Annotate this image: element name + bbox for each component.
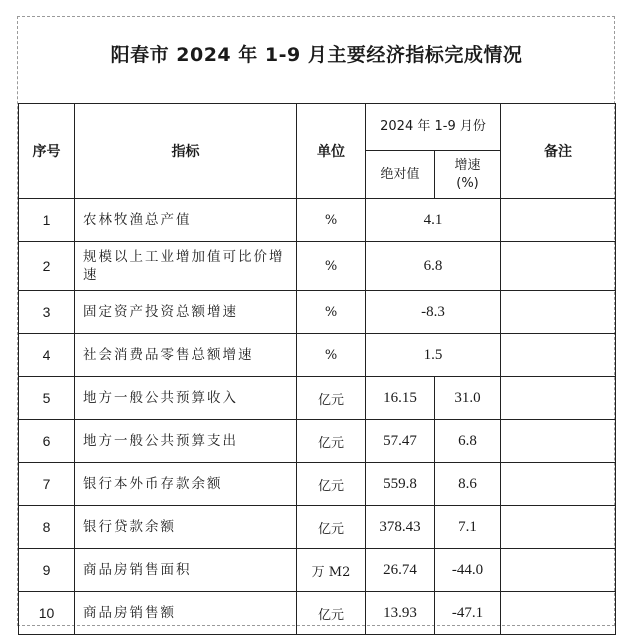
row-unit: 亿元	[297, 592, 366, 635]
row-growth: 7.1	[435, 506, 501, 549]
row-indicator: 地方一般公共预算收入	[75, 377, 297, 420]
row-indicator: 规模以上工业增加值可比价增速	[75, 242, 297, 291]
row-remark	[501, 334, 616, 377]
table-row	[19, 592, 616, 635]
row-seq: 3	[19, 291, 75, 334]
row-seq: 1	[19, 199, 75, 242]
row-absolute: 57.47	[366, 420, 435, 463]
row-unit: %	[297, 291, 366, 334]
row-remark	[501, 199, 616, 242]
row-indicator: 银行贷款余额	[75, 506, 297, 549]
row-indicator: 农林牧渔总产值	[75, 199, 297, 242]
row-remark	[501, 506, 616, 549]
row-seq: 10	[19, 592, 75, 635]
table-row	[19, 242, 616, 291]
table-row	[19, 377, 616, 420]
header-unit: 单位	[297, 104, 366, 199]
row-indicator: 商品房销售面积	[75, 549, 297, 592]
row-growth: 8.6	[435, 463, 501, 506]
indicator-table	[18, 103, 616, 635]
header-growth	[435, 151, 501, 199]
table-row	[19, 291, 616, 334]
table-row	[19, 199, 616, 242]
header-absolute: 绝对值	[366, 151, 435, 199]
row-seq: 4	[19, 334, 75, 377]
row-merged-value: 4.1	[366, 199, 501, 242]
row-absolute: 378.43	[366, 506, 435, 549]
row-absolute: 13.93	[366, 592, 435, 635]
row-remark	[501, 592, 616, 635]
page-title: 阳春市 2024 年 1-9 月主要经济指标完成情况	[110, 44, 523, 66]
row-remark	[501, 549, 616, 592]
row-growth: 31.0	[435, 377, 501, 420]
row-seq: 6	[19, 420, 75, 463]
row-unit: %	[297, 242, 366, 291]
row-seq: 2	[19, 242, 75, 291]
row-indicator: 银行本外币存款余额	[75, 463, 297, 506]
row-indicator: 地方一般公共预算支出	[75, 420, 297, 463]
row-indicator: 商品房销售额	[75, 592, 297, 635]
row-merged-value: 6.8	[366, 242, 501, 291]
row-unit: 亿元	[297, 506, 366, 549]
row-remark	[501, 463, 616, 506]
row-merged-value: 1.5	[366, 334, 501, 377]
row-absolute: 16.15	[366, 377, 435, 420]
row-growth: -44.0	[435, 549, 501, 592]
row-growth: 6.8	[435, 420, 501, 463]
row-merged-value: -8.3	[366, 291, 501, 334]
row-remark	[501, 377, 616, 420]
row-remark	[501, 242, 616, 291]
row-unit: %	[297, 199, 366, 242]
row-seq: 9	[19, 549, 75, 592]
table-row	[19, 463, 616, 506]
header-growth-label: 增速	[454, 157, 481, 173]
table-row	[19, 334, 616, 377]
header-period: 2024 年 1-9 月份	[366, 104, 501, 151]
header-indicator: 指标	[75, 104, 297, 199]
row-remark	[501, 291, 616, 334]
row-seq: 7	[19, 463, 75, 506]
row-unit: 亿元	[297, 420, 366, 463]
row-seq: 8	[19, 506, 75, 549]
row-indicator: 固定资产投资总额增速	[75, 291, 297, 334]
header-remark: 备注	[501, 104, 616, 199]
row-unit: 万 M2	[297, 549, 366, 592]
header-growth-unit: (%)	[456, 175, 479, 191]
row-growth: -47.1	[435, 592, 501, 635]
row-seq: 5	[19, 377, 75, 420]
row-unit: 亿元	[297, 463, 366, 506]
table-row	[19, 420, 616, 463]
row-remark	[501, 420, 616, 463]
row-absolute: 559.8	[366, 463, 435, 506]
table-row	[19, 549, 616, 592]
row-unit: 亿元	[297, 377, 366, 420]
row-unit: %	[297, 334, 366, 377]
row-indicator: 社会消费品零售总额增速	[75, 334, 297, 377]
header-seq: 序号	[19, 104, 75, 199]
table-row	[19, 506, 616, 549]
table-body	[19, 199, 616, 635]
row-absolute: 26.74	[366, 549, 435, 592]
